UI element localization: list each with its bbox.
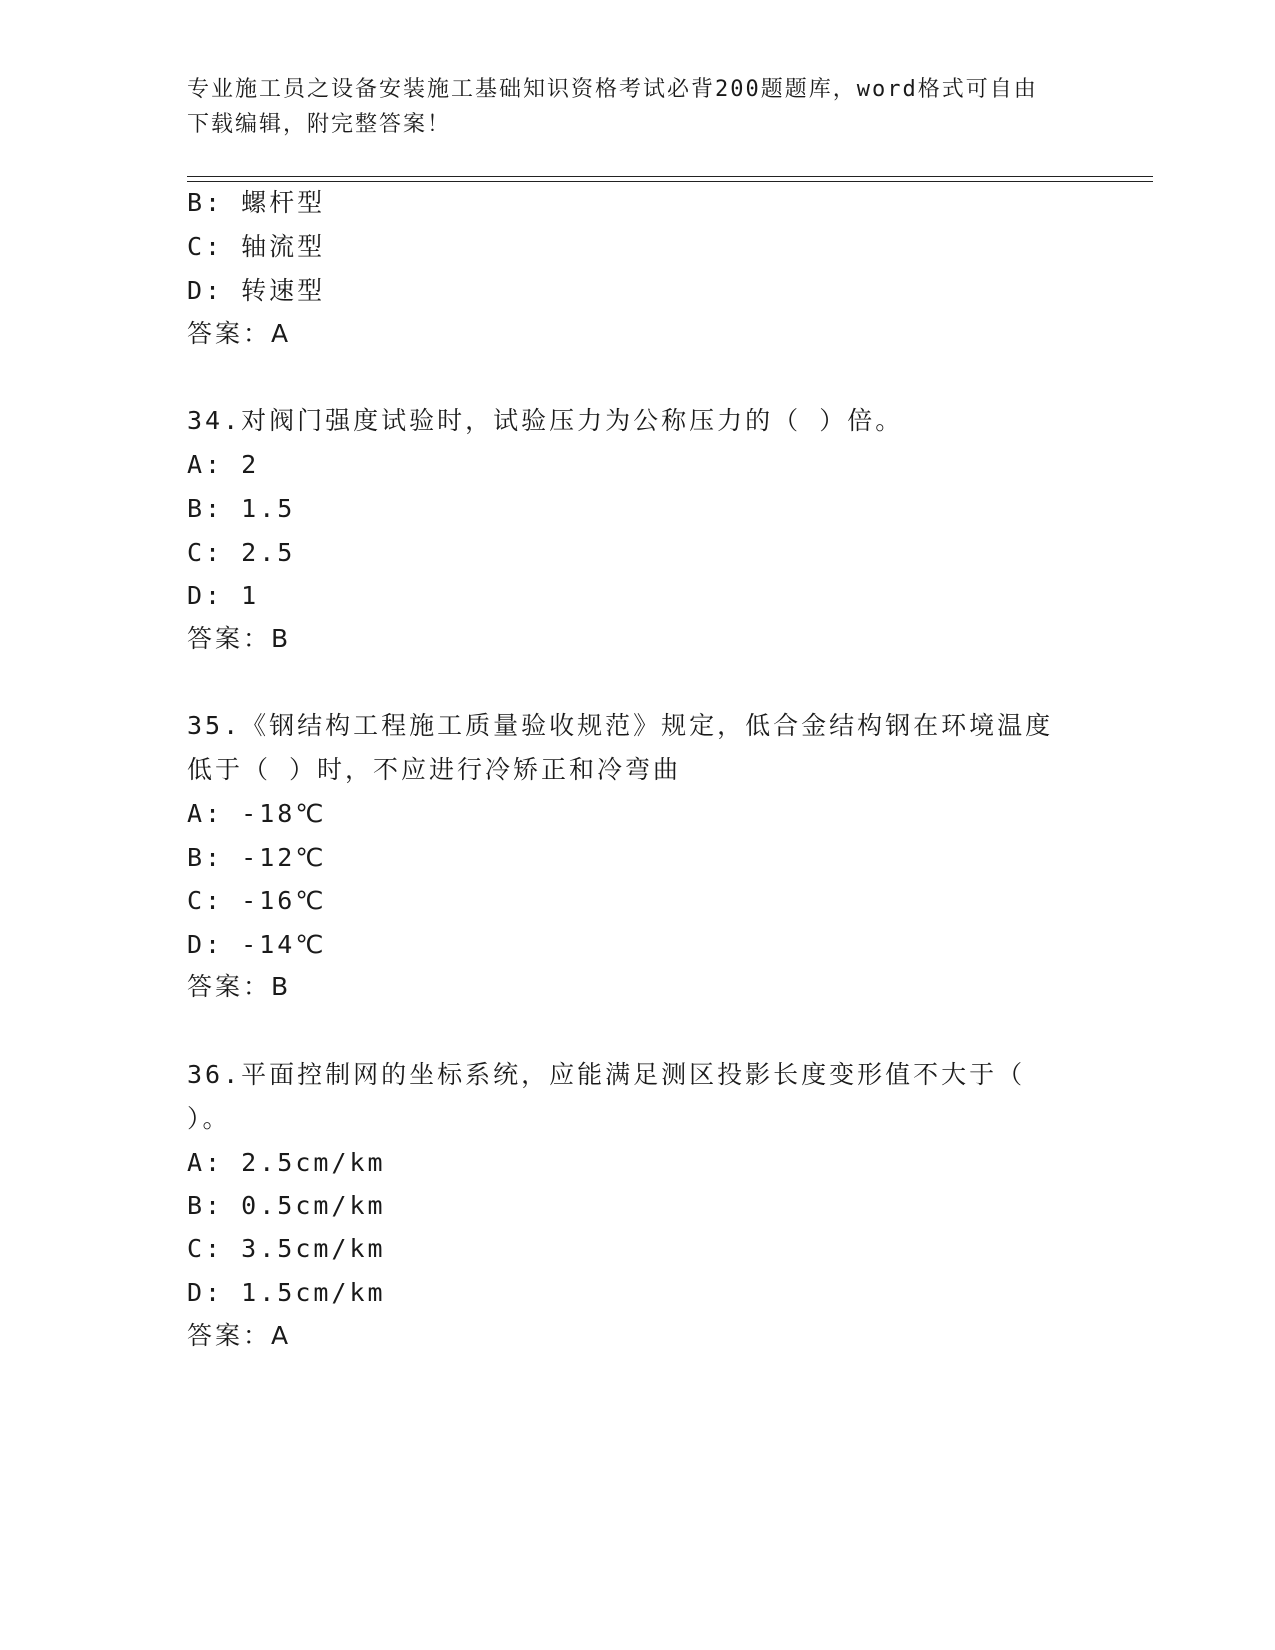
option-text: 3.5cm/km [241, 1234, 386, 1263]
option-label: B: [187, 843, 224, 872]
option-text: 螺杆型 [241, 188, 326, 217]
header-divider-top [187, 176, 1153, 177]
question-35-text-line-1: 35.《钢结构工程施工质量验收规范》规定，低合金结构钢在环境温度 [187, 711, 1054, 740]
option-text: -16℃ [241, 886, 327, 915]
option-c [187, 231, 325, 263]
option-label: A: [187, 450, 224, 479]
option-text: -18℃ [241, 799, 327, 828]
option-label: B: [187, 494, 224, 523]
option-text: 1 [241, 581, 260, 610]
option-label: B: [187, 1191, 224, 1220]
option-text: -14℃ [241, 930, 327, 959]
option-label: C: [187, 1234, 224, 1263]
option-label: C: [187, 886, 224, 915]
option-label: D: [187, 276, 224, 305]
option-label: B: [187, 188, 224, 217]
option-d [187, 580, 259, 612]
option-c [187, 885, 326, 917]
option-d [187, 929, 326, 961]
option-label: D: [187, 930, 224, 959]
option-text: 2.5 [241, 538, 296, 567]
option-d [187, 275, 325, 307]
answer-line: 答案：A [187, 1321, 292, 1350]
option-text: 1.5 [241, 494, 296, 523]
option-c [187, 537, 295, 569]
answer-line: 答案：B [187, 624, 292, 653]
option-b [187, 187, 325, 219]
option-a [187, 1147, 386, 1179]
option-b [187, 493, 295, 525]
header-divider-bottom [187, 181, 1153, 182]
option-label: C: [187, 538, 224, 567]
option-text: 轴流型 [241, 232, 326, 261]
option-label: D: [187, 581, 224, 610]
question-36-text-line-1: 36.平面控制网的坐标系统，应能满足测区投影长度变形值不大于（ [187, 1060, 1026, 1089]
option-text: 0.5cm/km [241, 1191, 386, 1220]
answer-line: 答案：B [187, 972, 292, 1001]
option-c [187, 1233, 386, 1265]
question-35-text-line-2: 低于（ ）时，不应进行冷矫正和冷弯曲 [187, 755, 682, 784]
option-a [187, 798, 326, 830]
header-line-2: 下载编辑，附完整答案！ [187, 112, 452, 137]
option-text: 2.5cm/km [241, 1148, 386, 1177]
option-text: -12℃ [241, 843, 327, 872]
option-text: 转速型 [241, 276, 326, 305]
option-b [187, 1190, 386, 1222]
question-36-text-line-2: ）。 [187, 1104, 231, 1133]
question-34-text: 34.对阀门强度试验时，试验压力为公称压力的（ ）倍。 [187, 406, 904, 435]
option-d [187, 1277, 386, 1309]
option-a [187, 449, 259, 481]
option-label: D: [187, 1278, 224, 1307]
option-label: A: [187, 1148, 224, 1177]
option-text: 1.5cm/km [241, 1278, 386, 1307]
option-b [187, 842, 326, 874]
header-line-1: 专业施工员之设备安装施工基础知识资格考试必背200题题库，word格式可自由 [187, 77, 1038, 102]
option-text: 2 [241, 450, 260, 479]
answer-line: 答案：A [187, 319, 292, 348]
option-label: A: [187, 799, 224, 828]
option-label: C: [187, 232, 224, 261]
document-header [187, 72, 1087, 142]
